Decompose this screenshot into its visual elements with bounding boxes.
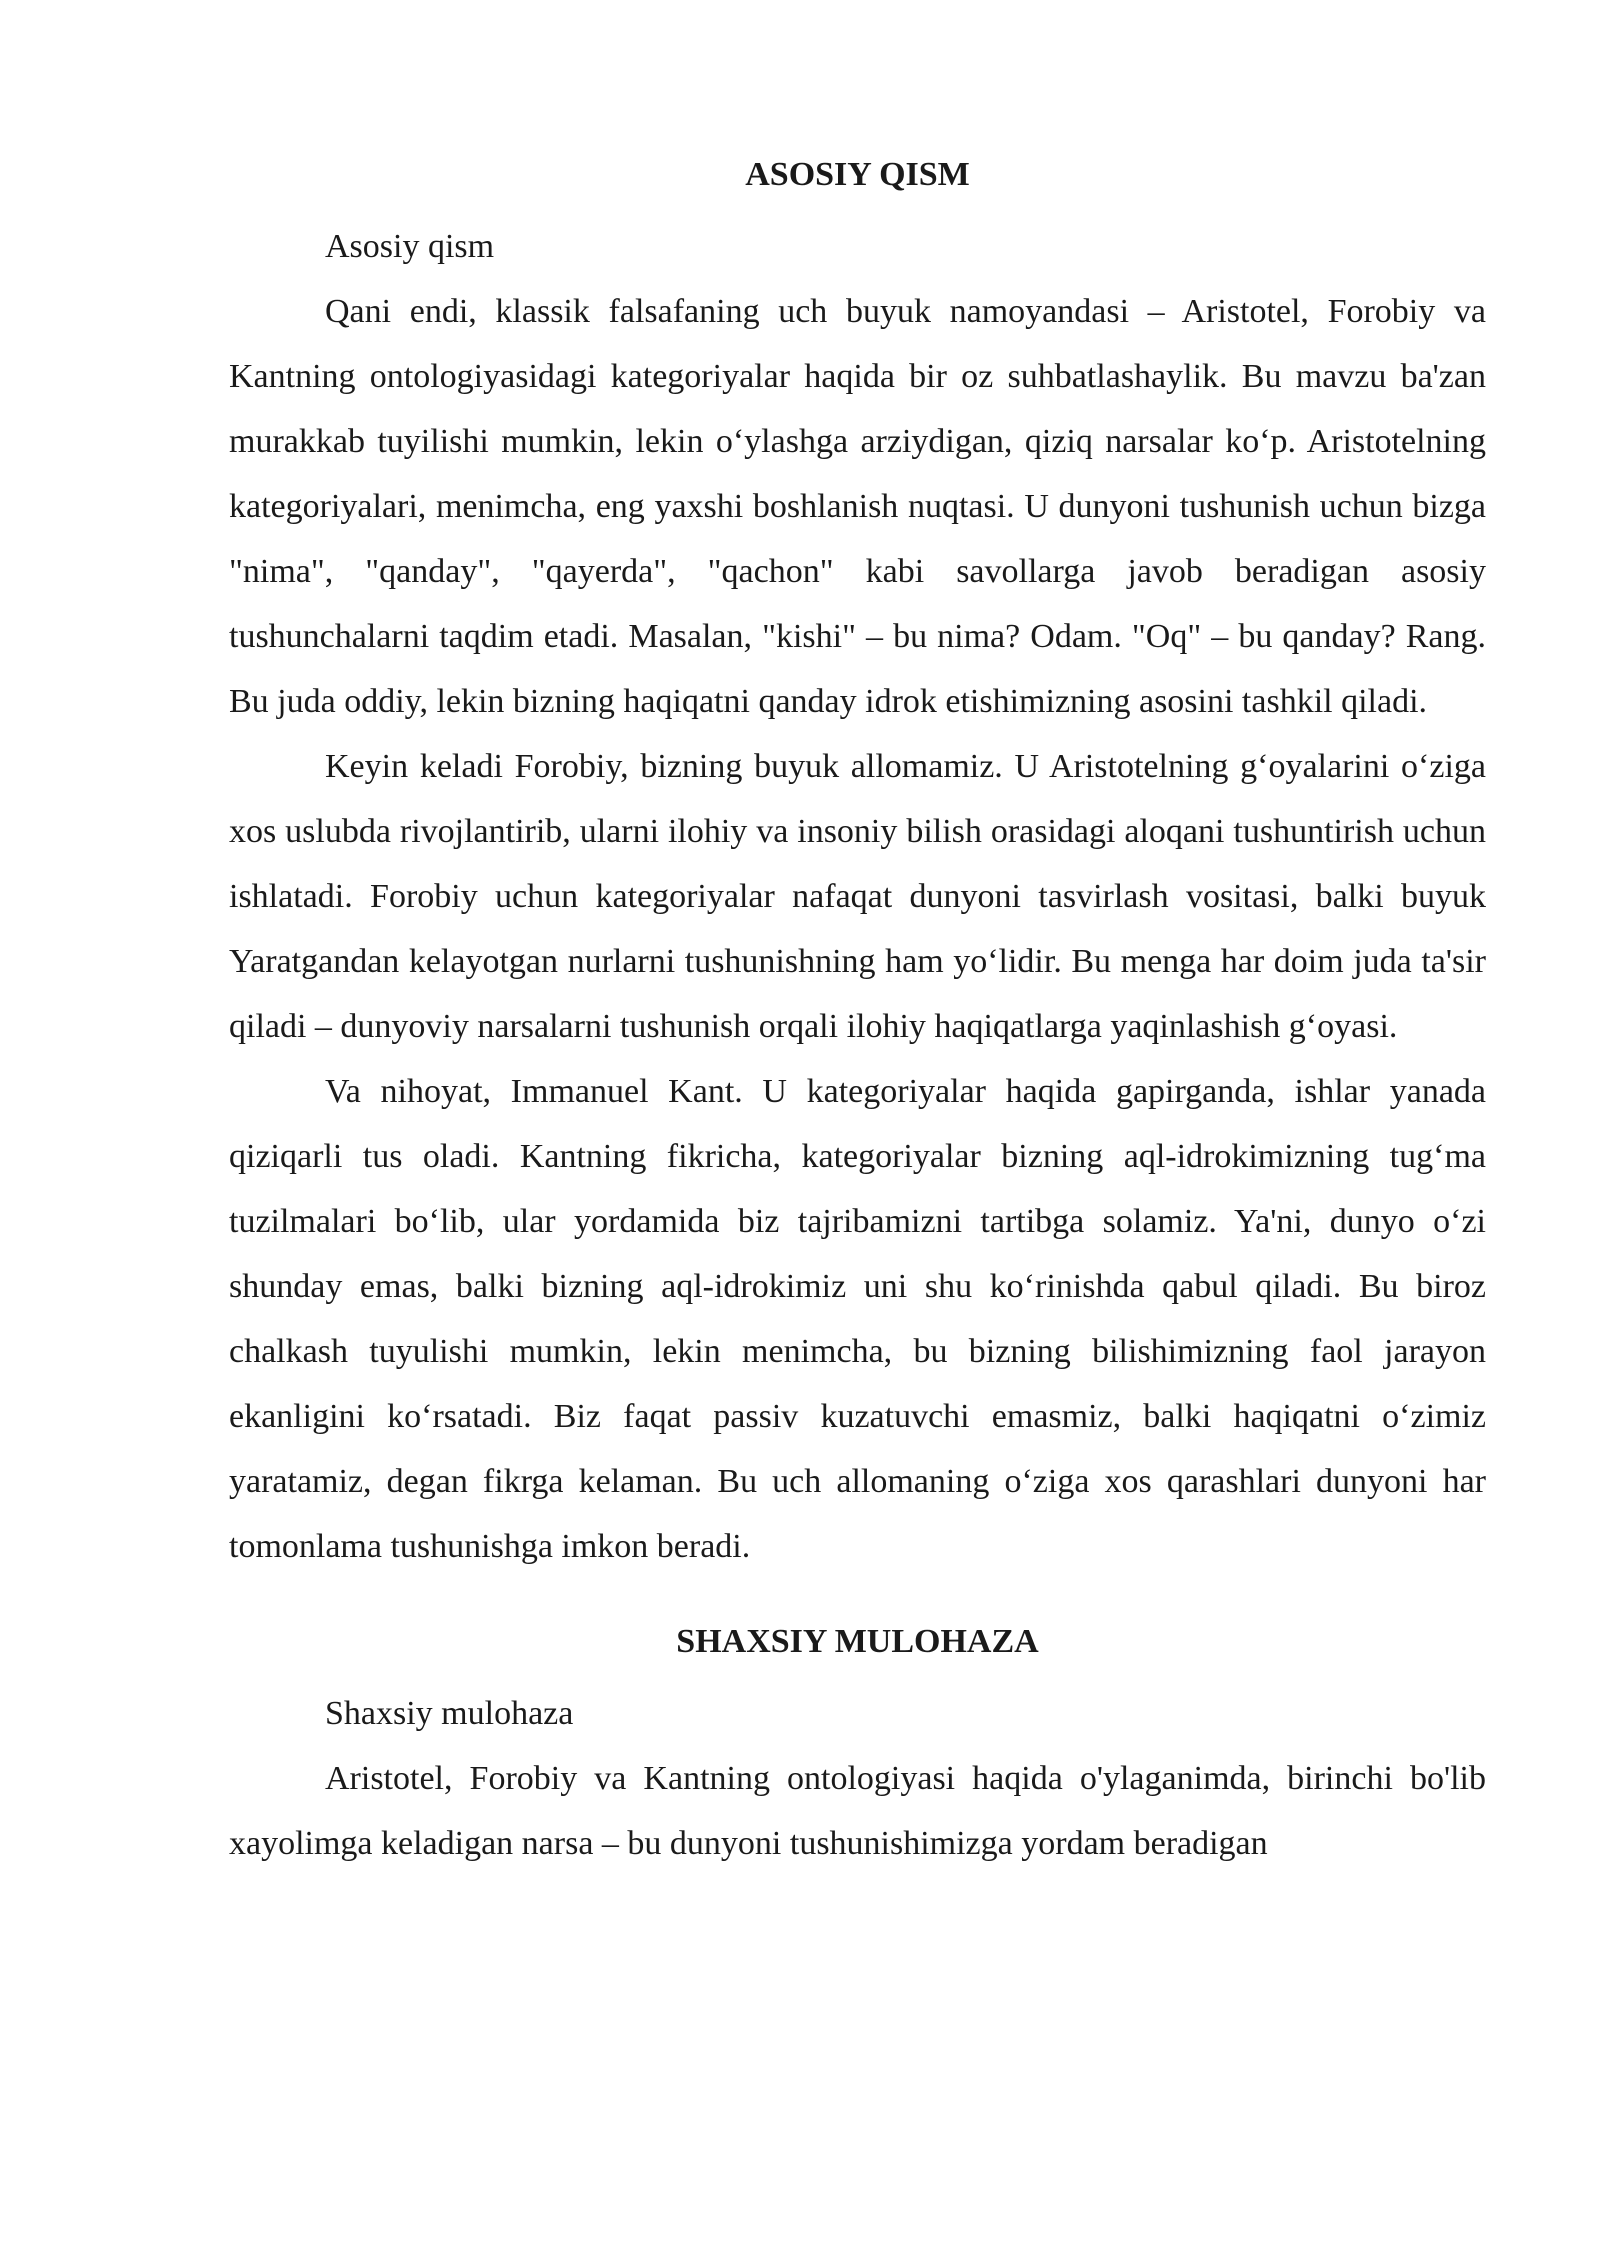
- paragraph-kant: Va nihoyat, Immanuel Kant. U kategoriyalar haqida gapirganda, ishlar yanada qiziqarli tus oladi. Kantning fikricha, kategoriyalar bizning aql-idrokimizning tug‘ma tuzilmalari bo‘lib, ular yordamida biz tajribamizni tartibga solamiz. Ya'ni, dunyo o‘zi shunday emas, balki bizning aql-idrokimiz uni shu ko‘rinishda qabul qiladi. Bu biroz chalkash tuyulishi mumkin, lekin menimcha, bu bizning bilishimizning faol jarayon ekanligini ko‘rsatadi. Biz faqat passiv kuzatuvchi emasmiz, balki haqiqatni o‘zimiz yaratamiz, degan fikrga kelaman. Bu uch allomaning o‘ziga xos qarashlari dunyoni har tomonlama tushunishga imkon beradi.: [229, 1073, 1486, 1565]
- paragraph-forobiy: Keyin keladi Forobiy, bizning buyuk allomamiz. U Aristotelning g‘oyalarini o‘ziga xos uslubda rivojlantirib, ularni ilohiy va insoniy bilish orasidagi aloqani tushuntirish uchun ishlatadi. Forobiy uchun kategoriyalar nafaqat dunyoni tasvirlash vositasi, balki buyuk Yaratgandan kelayotgan nurlarni tushunishning ham yo‘lidir. Bu menga har doim juda ta'sir qiladi – dunyoviy narsalarni tushunish orqali ilohiy haqiqatlarga yaqinlashish g‘oyasi.: [229, 748, 1486, 1045]
- section-heading-asosiy-qism: ASOSIY QISM: [745, 156, 970, 193]
- paragraph-reflection: Aristotel, Forobiy va Kantning ontologiyasi haqida o'ylaganimda, birinchi bo'lib xayolimga keladigan narsa – bu dunyoni tushunishimizga yordam beradigan: [229, 1760, 1486, 1862]
- section-heading-shaxsiy-mulohaza: SHAXSIY MULOHAZA: [676, 1623, 1039, 1660]
- section-subtitle: Asosiy qism: [325, 228, 495, 265]
- paragraph-aristotel: Qani endi, klassik falsafaning uch buyuk namoyandasi – Aristotel, Forobiy va Kantning ontologiyasidagi kategoriyalar haqida bir oz suhbatlashaylik. Bu mavzu ba'zan murakkab tuyilishi mumkin, lekin o‘ylashga arziydigan, qiziq narsalar ko‘p. Aristotelning kategoriyalari, menimcha, eng yaxshi boshlanish nuqtasi. U dunyoni tushunish uchun bizga "nima", "qanday", "qayerda", "qachon" kabi savollarga javob beradigan asosiy tushunchalarni taqdim etadi. Masalan, "kishi" – bu nima? Odam. "Oq" – bu qanday? Rang. Bu juda oddiy, lekin bizning haqiqatni qanday idrok etishimizning asosini tashkil qiladi.: [229, 293, 1486, 720]
- section-subtitle: Shaxsiy mulohaza: [325, 1695, 574, 1732]
